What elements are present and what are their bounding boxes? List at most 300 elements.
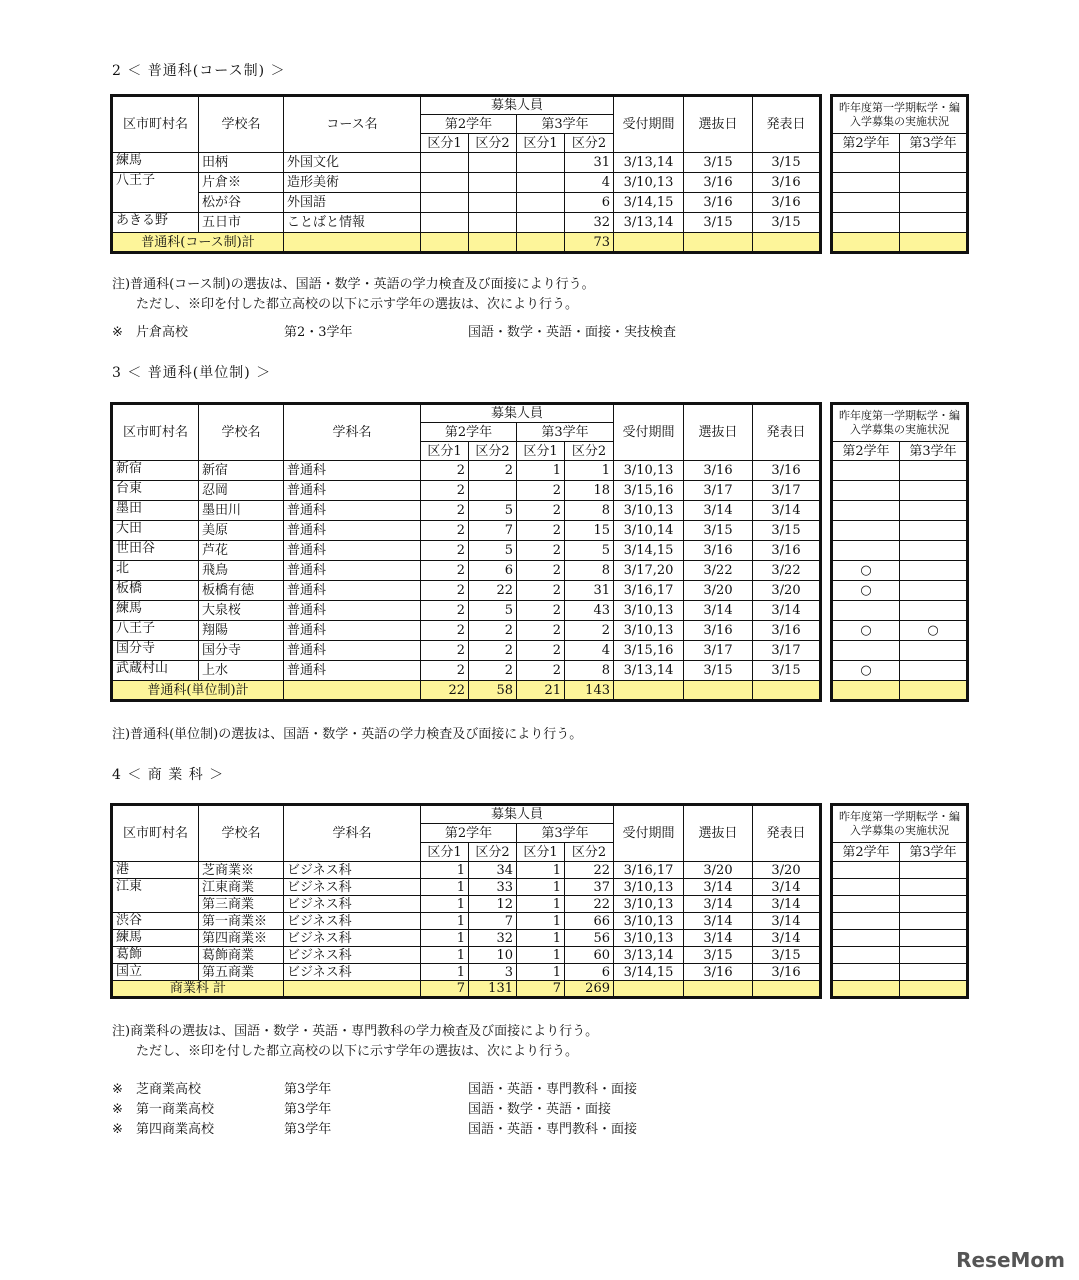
announce-cell: 3/16: [753, 621, 821, 641]
table-row: [112, 213, 821, 233]
count-cell: 8: [565, 661, 614, 681]
total-count: [517, 233, 565, 253]
count-cell: 2: [421, 481, 469, 501]
department-cell: ビジネス科: [284, 879, 421, 896]
announce-cell: 3/22: [753, 561, 821, 581]
last-year-grade3-cell: [900, 213, 968, 233]
last-year-grade2-cell: [832, 173, 900, 193]
section-title: 3 ＜ 普通科(単位制) ＞: [112, 365, 272, 381]
table-row: [112, 153, 821, 173]
last-year-grade2-cell: ○: [832, 561, 900, 581]
selection-cell: 3/15: [684, 947, 753, 964]
table-row: [832, 193, 968, 213]
count-cell: [469, 213, 517, 233]
count-cell: 1: [517, 896, 565, 913]
total-blank: [284, 981, 421, 998]
count-cell: [517, 153, 565, 173]
district-cell: 北: [112, 561, 199, 581]
last-year-grade2-cell: [832, 930, 900, 947]
last-year-grade2-cell: [832, 641, 900, 661]
table-row: [832, 862, 968, 879]
section-notes: [112, 275, 595, 315]
header-reception: 受付期間: [614, 805, 684, 862]
count-cell: [469, 481, 517, 501]
department-cell: ビジネス科: [284, 896, 421, 913]
school-cell: 第三商業: [199, 896, 284, 913]
special-subjects: 国語・英語・専門教科・面接: [468, 1082, 638, 1097]
count-cell: 2: [421, 641, 469, 661]
school-cell: 松が谷: [199, 193, 284, 213]
announce-cell: 3/16: [753, 173, 821, 193]
count-cell: 31: [565, 153, 614, 173]
header-kubun1: 区分1: [517, 843, 565, 862]
header-grade3: 第3学年: [517, 423, 614, 442]
count-cell: 2: [421, 501, 469, 521]
reception-cell: 3/10,14: [614, 521, 684, 541]
district-cell: 江東: [112, 879, 199, 913]
announce-cell: 3/15: [753, 947, 821, 964]
last-year-grade3-cell: [900, 581, 968, 601]
count-cell: 2: [517, 541, 565, 561]
header-kubun1: 区分1: [517, 134, 565, 153]
header-row: [832, 96, 968, 134]
count-cell: [517, 213, 565, 233]
school-cell: 第四商業※: [199, 930, 284, 947]
selection-cell: 3/20: [684, 862, 753, 879]
header-department: 学科名: [284, 404, 421, 461]
selection-cell: 3/15: [684, 521, 753, 541]
total-label: 商業科 計: [112, 981, 284, 998]
school-cell: 国分寺: [199, 641, 284, 661]
department-cell: ことばと情報: [284, 213, 421, 233]
last-year-grade3-cell: [900, 879, 968, 896]
special-selection-list: [112, 1080, 728, 1140]
header-last-year-status: 昨年度第一学期転学・編入学募集の実施状況: [832, 96, 968, 134]
header-kubun2: 区分2: [469, 134, 517, 153]
header-kubun1: 区分1: [421, 843, 469, 862]
special-grade: 第3学年: [284, 1102, 332, 1117]
count-cell: 1: [517, 930, 565, 947]
table-row: [112, 879, 821, 896]
total-blank: [684, 981, 753, 998]
count-cell: 1: [517, 879, 565, 896]
reception-cell: 3/10,13: [614, 896, 684, 913]
table-row: [832, 947, 968, 964]
last-year-grade3-cell: [900, 862, 968, 879]
header-selection: 選抜日: [684, 805, 753, 862]
department-cell: 普通科: [284, 621, 421, 641]
count-cell: 1: [421, 964, 469, 981]
header-grade3: 第3学年: [517, 115, 614, 134]
school-cell: 片倉※: [199, 173, 284, 193]
department-cell: 造形美術: [284, 173, 421, 193]
count-cell: 2: [517, 481, 565, 501]
special-selection-list: [112, 323, 728, 343]
table-row: [112, 581, 821, 601]
last-year-grade2-cell: [832, 947, 900, 964]
last-year-grade2-cell: [832, 153, 900, 173]
count-cell: 31: [565, 581, 614, 601]
table-row: [112, 541, 821, 561]
school-cell: 第五商業: [199, 964, 284, 981]
section-title: 2 ＜ 普通科(コース制) ＞: [112, 63, 286, 79]
school-cell: 第一商業※: [199, 913, 284, 930]
reception-cell: 3/15,16: [614, 481, 684, 501]
count-cell: 1: [421, 930, 469, 947]
announce-cell: 3/17: [753, 641, 821, 661]
recruitment-table: [110, 94, 822, 254]
selection-cell: 3/14: [684, 930, 753, 947]
table-row: [112, 521, 821, 541]
school-cell: 芝商業※: [199, 862, 284, 879]
total-blank: [684, 233, 753, 253]
special-mark: ※: [112, 1102, 123, 1117]
count-cell: 2: [517, 501, 565, 521]
district-cell: 練馬: [112, 601, 199, 621]
department-cell: 普通科: [284, 641, 421, 661]
last-year-grade2-cell: [832, 501, 900, 521]
count-cell: 18: [565, 481, 614, 501]
special-selection-item: [112, 1080, 728, 1100]
announce-cell: 3/20: [753, 862, 821, 879]
header-department: コース名: [284, 96, 421, 153]
count-cell: 56: [565, 930, 614, 947]
count-cell: [421, 173, 469, 193]
recruitment-table-group: [110, 402, 969, 702]
header-side-grade3: 第3学年: [900, 134, 968, 153]
total-row: [832, 681, 968, 701]
announce-cell: 3/16: [753, 541, 821, 561]
last-year-status-table: [830, 803, 969, 999]
header-kubun2: 区分2: [565, 442, 614, 461]
total-blank: [900, 233, 968, 253]
count-cell: 22: [565, 862, 614, 879]
special-school: 第四商業高校: [136, 1122, 215, 1137]
last-year-grade3-cell: [900, 193, 968, 213]
reception-cell: 3/10,13: [614, 501, 684, 521]
special-mark: ※: [112, 325, 123, 340]
special-school: 芝商業高校: [136, 1082, 202, 1097]
count-cell: [469, 153, 517, 173]
table-row: [832, 461, 968, 481]
school-cell: 田柄: [199, 153, 284, 173]
header-recruit: 募集人員: [421, 96, 614, 115]
last-year-grade2-cell: [832, 481, 900, 501]
count-cell: 2: [517, 661, 565, 681]
total-blank: [753, 233, 821, 253]
count-cell: 1: [421, 862, 469, 879]
header-recruit: 募集人員: [421, 404, 614, 423]
header-kubun2: 区分2: [469, 843, 517, 862]
announce-cell: 3/20: [753, 581, 821, 601]
total-blank: [284, 681, 421, 701]
total-count: [421, 233, 469, 253]
last-year-grade2-cell: ○: [832, 621, 900, 641]
department-cell: ビジネス科: [284, 913, 421, 930]
total-label: 普通科(コース制)計: [112, 233, 284, 253]
reception-cell: 3/13,14: [614, 947, 684, 964]
district-cell: 新宿: [112, 461, 199, 481]
announce-cell: 3/16: [753, 193, 821, 213]
header-announce: 発表日: [753, 96, 821, 153]
department-cell: 普通科: [284, 481, 421, 501]
total-blank: [832, 981, 900, 998]
header-side-grade3: 第3学年: [900, 843, 968, 862]
count-cell: 2: [421, 521, 469, 541]
count-cell: 2: [517, 601, 565, 621]
count-cell: 32: [565, 213, 614, 233]
district-cell: 墨田: [112, 501, 199, 521]
total-row: [832, 981, 968, 998]
district-cell: 国分寺: [112, 641, 199, 661]
district-cell: 練馬: [112, 153, 199, 173]
announce-cell: 3/14: [753, 879, 821, 896]
total-count: 269: [565, 981, 614, 998]
last-year-grade2-cell: [832, 879, 900, 896]
total-count: 22: [421, 681, 469, 701]
last-year-grade2-cell: ○: [832, 581, 900, 601]
department-cell: 普通科: [284, 501, 421, 521]
count-cell: 2: [517, 621, 565, 641]
count-cell: [517, 173, 565, 193]
header-district: 区市町村名: [112, 404, 199, 461]
header-department: 学科名: [284, 805, 421, 862]
section-notes: [112, 725, 582, 745]
note-line: ただし、※印を付した都立高校の以下に示す学年の選抜は、次により行う。: [136, 297, 579, 312]
department-cell: 普通科: [284, 601, 421, 621]
recruitment-table: [110, 803, 822, 999]
header-kubun1: 区分1: [421, 134, 469, 153]
header-last-year-status: 昨年度第一学期転学・編入学募集の実施状況: [832, 404, 968, 442]
header-grade2: 第2学年: [421, 115, 517, 134]
department-cell: ビジネス科: [284, 964, 421, 981]
selection-cell: 3/20: [684, 581, 753, 601]
school-cell: 五日市: [199, 213, 284, 233]
table-row: [832, 621, 968, 641]
last-year-grade2-cell: [832, 461, 900, 481]
last-year-grade2-cell: [832, 964, 900, 981]
header-row: [112, 96, 821, 115]
total-blank: [684, 681, 753, 701]
count-cell: 2: [469, 661, 517, 681]
count-cell: 2: [469, 621, 517, 641]
special-mark: ※: [112, 1082, 123, 1097]
count-cell: 2: [517, 581, 565, 601]
count-cell: 2: [421, 601, 469, 621]
special-selection-item: [112, 323, 728, 343]
count-cell: 34: [469, 862, 517, 879]
note-line: 注)普通科(単位制)の選抜は、国語・数学・英語の学力検査及び面接により行う。: [112, 727, 583, 742]
count-cell: 6: [565, 193, 614, 213]
count-cell: 8: [565, 501, 614, 521]
selection-cell: 3/16: [684, 541, 753, 561]
reception-cell: 3/10,13: [614, 621, 684, 641]
count-cell: 1: [421, 879, 469, 896]
reception-cell: 3/10,13: [614, 879, 684, 896]
total-blank: [614, 681, 684, 701]
recruitment-table-group: [110, 94, 969, 254]
last-year-grade3-cell: [900, 947, 968, 964]
count-cell: 33: [469, 879, 517, 896]
district-cell: 台東: [112, 481, 199, 501]
header-selection: 選抜日: [684, 404, 753, 461]
table-row: [112, 501, 821, 521]
table-row: [112, 641, 821, 661]
reception-cell: 3/10,13: [614, 461, 684, 481]
selection-cell: 3/14: [684, 913, 753, 930]
reception-cell: 3/13,14: [614, 153, 684, 173]
total-blank: [900, 981, 968, 998]
reception-cell: 3/13,14: [614, 661, 684, 681]
table-row: [112, 621, 821, 641]
count-cell: 66: [565, 913, 614, 930]
district-cell: 葛飾: [112, 947, 199, 964]
special-school: 片倉高校: [136, 325, 189, 340]
table-row: [832, 153, 968, 173]
count-cell: 2: [517, 641, 565, 661]
count-cell: 1: [421, 913, 469, 930]
total-blank: [900, 681, 968, 701]
note-line: 注)商業科の選抜は、国語・数学・英語・専門教科の学力検査及び面接により行う。: [112, 1024, 599, 1039]
reception-cell: 3/10,13: [614, 173, 684, 193]
count-cell: 1: [517, 913, 565, 930]
header-side-grade2: 第2学年: [832, 843, 900, 862]
total-count: 73: [565, 233, 614, 253]
count-cell: [421, 153, 469, 173]
last-year-grade3-cell: [900, 153, 968, 173]
count-cell: 1: [517, 461, 565, 481]
selection-cell: 3/15: [684, 661, 753, 681]
table-row: [112, 896, 821, 913]
header-row: [112, 805, 821, 824]
recruitment-table: [110, 402, 822, 702]
last-year-status-table: [830, 402, 969, 702]
table-row: [832, 173, 968, 193]
table-row: [832, 601, 968, 621]
table-row: [112, 964, 821, 981]
count-cell: 2: [421, 561, 469, 581]
school-cell: 忍岡: [199, 481, 284, 501]
table-row: [832, 913, 968, 930]
selection-cell: 3/15: [684, 153, 753, 173]
department-cell: 普通科: [284, 581, 421, 601]
department-cell: 普通科: [284, 661, 421, 681]
table-row: [112, 461, 821, 481]
count-cell: 2: [517, 561, 565, 581]
table-row: [112, 862, 821, 879]
count-cell: 60: [565, 947, 614, 964]
count-cell: 7: [469, 521, 517, 541]
count-cell: 22: [469, 581, 517, 601]
announce-cell: 3/15: [753, 521, 821, 541]
count-cell: [517, 193, 565, 213]
header-district: 区市町村名: [112, 96, 199, 153]
table-row: [112, 661, 821, 681]
header-grade3: 第3学年: [517, 824, 614, 843]
table-row: [832, 581, 968, 601]
header-row: [832, 134, 968, 153]
district-cell: 港: [112, 862, 199, 879]
count-cell: 32: [469, 930, 517, 947]
selection-cell: 3/16: [684, 173, 753, 193]
header-recruit: 募集人員: [421, 805, 614, 824]
special-mark: ※: [112, 1122, 123, 1137]
school-cell: 新宿: [199, 461, 284, 481]
district-cell: あきる野: [112, 213, 199, 233]
count-cell: 1: [421, 896, 469, 913]
selection-cell: 3/22: [684, 561, 753, 581]
count-cell: [469, 173, 517, 193]
header-row: [832, 805, 968, 843]
last-year-grade2-cell: [832, 862, 900, 879]
last-year-grade3-cell: [900, 964, 968, 981]
header-kubun1: 区分1: [421, 442, 469, 461]
count-cell: 2: [421, 541, 469, 561]
count-cell: 5: [565, 541, 614, 561]
total-blank: [614, 233, 684, 253]
table-row: [832, 213, 968, 233]
district-cell: 国立: [112, 964, 199, 981]
table-row: [832, 561, 968, 581]
school-cell: 飛鳥: [199, 561, 284, 581]
last-year-grade3-cell: [900, 173, 968, 193]
district-cell: 練馬: [112, 930, 199, 947]
header-reception: 受付期間: [614, 96, 684, 153]
total-count: 7: [517, 981, 565, 998]
special-selection-item: [112, 1120, 728, 1140]
count-cell: 6: [469, 561, 517, 581]
header-row: [112, 404, 821, 423]
total-count: 21: [517, 681, 565, 701]
reception-cell: 3/17,20: [614, 561, 684, 581]
last-year-grade3-cell: [900, 541, 968, 561]
count-cell: 2: [517, 521, 565, 541]
table-row: [112, 481, 821, 501]
header-school: 学校名: [199, 96, 284, 153]
announce-cell: 3/15: [753, 661, 821, 681]
total-count: 143: [565, 681, 614, 701]
count-cell: 12: [469, 896, 517, 913]
school-cell: 板橋有徳: [199, 581, 284, 601]
total-blank: [753, 681, 821, 701]
selection-cell: 3/16: [684, 964, 753, 981]
table-row: [112, 173, 821, 193]
total-row: [112, 981, 821, 998]
last-year-grade3-cell: [900, 481, 968, 501]
header-kubun2: 区分2: [565, 134, 614, 153]
special-school: 第一商業高校: [136, 1102, 215, 1117]
total-blank: [753, 981, 821, 998]
table-row: [832, 521, 968, 541]
header-row: [832, 404, 968, 442]
total-count: 58: [469, 681, 517, 701]
last-year-grade3-cell: [900, 501, 968, 521]
department-cell: ビジネス科: [284, 862, 421, 879]
section-notes: [112, 1022, 598, 1062]
header-row: [832, 442, 968, 461]
department-cell: 外国文化: [284, 153, 421, 173]
header-grade2: 第2学年: [421, 423, 517, 442]
last-year-grade3-cell: [900, 461, 968, 481]
total-blank: [832, 233, 900, 253]
count-cell: [469, 193, 517, 213]
school-cell: 上水: [199, 661, 284, 681]
count-cell: 7: [469, 913, 517, 930]
district-cell: 渋谷: [112, 913, 199, 930]
table-row: [112, 561, 821, 581]
selection-cell: 3/16: [684, 461, 753, 481]
section-title: 4 ＜ 商 業 科 ＞: [112, 767, 225, 783]
